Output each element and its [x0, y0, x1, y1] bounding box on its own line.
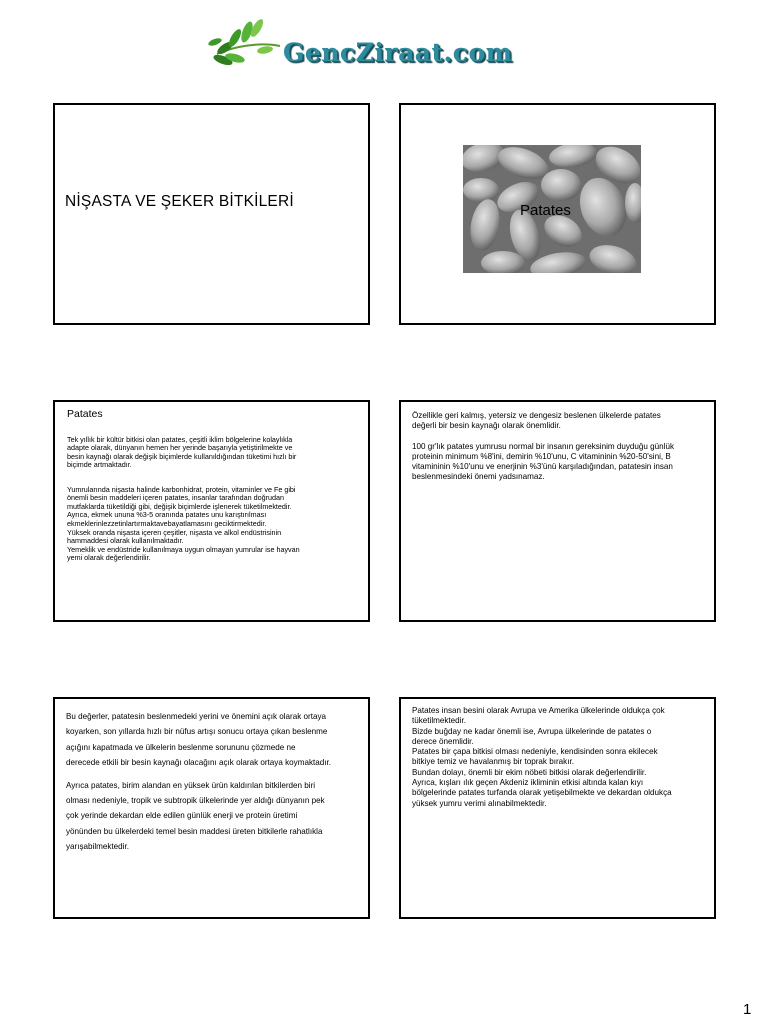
- paragraph: Tek yıllık bir kültür bitkisi olan patates, çeşitli iklim bölgelerine kolaylıkla adapte olarak, dünyanın hemen her yerinde başarıyla yetiştirilmekte ve besin kaynağı olarak değişik biçimlerde kullanıldığından tüketimi hızlı bir biçimde artmaktadır.: [67, 434, 297, 470]
- slide-title: [53, 103, 370, 325]
- slide-caption: Patates: [520, 202, 571, 219]
- page-number: 1: [743, 1001, 752, 1018]
- slide-body: [412, 411, 682, 493]
- paragraph: Yumrularında nişasta halinde karbonhidrat, protein, vitaminler ve Fe gibi önemli besin maddeleri içeren patates, insanlar tarafından doğrudan mutfaklarda tüketildiği gibi, değişik biçimlerde işlenerek tüketilmektedir. Ayrıca, ekmek ununa %3-5 oranında patates unu karıştırılması ekmeklerinlezzetinlartırmaktavebayatlamasını geciktirmektedir. Yüksek oranda nişasta içeren çeşitler, nişasta ve alkol endüstrisinin hammaddesi olarak kullanılmaktadır. Yemeklik ve endüstride kullanılmaya uygun olmayan yumrular ise hayvan yemi olarak değerlendirilir.: [67, 484, 300, 563]
- paragraph: Özellikle geri kalmış, yetersiz ve dengesiz beslenen ülkelerde patates değerli bir besin kaynağı olarak önemlidir.: [412, 411, 661, 431]
- slide-nutrition: [399, 400, 716, 622]
- slide-importance: [53, 697, 370, 919]
- slide-title-text: NİŞASTA VE ŞEKER BİTKİLERİ: [65, 193, 294, 210]
- paragraph: Bu değerler, patatesin beslenmedeki yerini ve önemini açık olarak ortaya koyarken, son yıllarda hızlı bir nüfus artışı sonucu ortaya çıkan beslenme açığını kapatmada ve ülkelerin beslenme sorununu çözmede ne derecede etkili bir besin kaynağı olacağını açık olarak ortaya koymaktadır.: [66, 712, 331, 768]
- slide-body: [67, 427, 307, 579]
- text-line: Ayrıca, kışları ılık geçen Akdeniz ikliminin etkisi altında kalan kıyı bölgelerinde patates turfanda olarak yetişebilmekte ve dekardan oldukça yüksek yumru verimi alınabilmektedir.: [412, 778, 672, 808]
- paragraph: Ayrıca patates, birim alandan en yüksek ürün kaldırılan bitkilerden biri olması nedeniyle, tropik ve subtropik ülkelerinde yer aldığı dünyanın pek çok yerinde dekardan elde edilen günlük enerji ve protein üretimi yönünden bu ülkelerdeki temel besin maddesi üreten bitkilerle rahatlıkla yarışabilmektedir.: [66, 780, 325, 852]
- text-line: Patates insan besini olarak Avrupa ve Amerika ülkelerinde oldukça çok tüketilmektedir.: [412, 706, 665, 726]
- slide-heading: Patates: [67, 408, 103, 420]
- text-line: Patates bir çapa bitkisi olması nedeniyle, kendisinden sonra ekilecek bitkiye temiz ve havalanmış bir toprak bırakır.: [412, 747, 658, 767]
- slide-body: [412, 706, 677, 809]
- leaf-logo-icon: [205, 12, 285, 76]
- slide-potato-image: [399, 103, 716, 325]
- slide-body: [66, 709, 331, 862]
- paragraph: 100 gr'lık patates yumrusu normal bir insanın gereksinim duyduğu günlük proteinin minimum %8'ini, demirin %10'unu, C vitamininin %20-50'sini, B vitamininin %10'unu ve enerjinin %3'ünü karşıladığından, patatesin insan beslenmesindeki önemi yadsınamaz.: [412, 441, 675, 482]
- site-logo: [205, 12, 585, 76]
- slide-consumption: [399, 697, 716, 919]
- logo-text: GencZiraat.com: [283, 38, 513, 67]
- text-line: Bundan dolayı, önemli bir ekim nöbeti bitkisi olarak değerlendirilir.: [412, 767, 647, 777]
- text-line: Bizde buğday ne kadar önemli ise, Avrupa ülkelerinde de patates o derece önemlidir.: [412, 726, 652, 746]
- slide-patates-intro: [53, 400, 370, 622]
